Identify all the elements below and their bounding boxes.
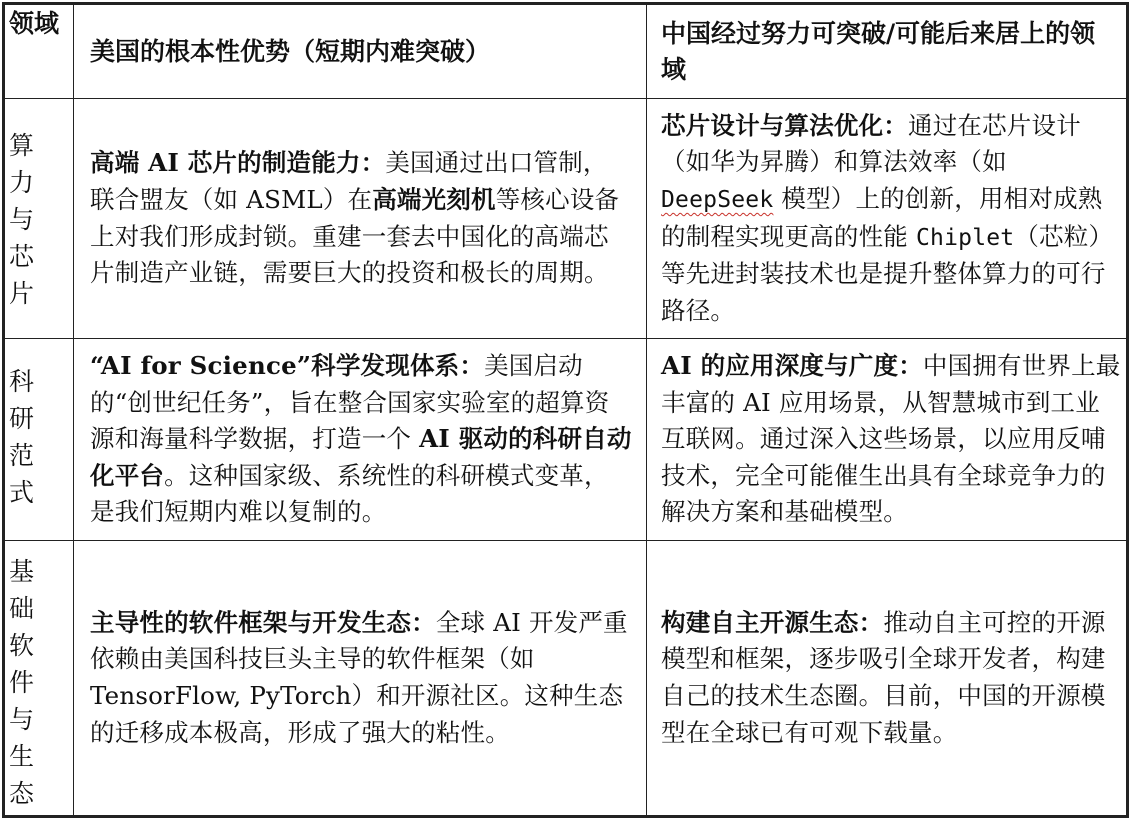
us-cell-chip <box>74 99 647 339</box>
table-row <box>4 99 1128 339</box>
cn-cell-software <box>647 541 1128 817</box>
us-lead-research: “AI for Science”科学发现体系： <box>90 351 485 381</box>
domain-cell-research <box>4 339 74 541</box>
table-header-row <box>4 4 1128 99</box>
cn-lead-software: 构建自主开源生态： <box>661 607 884 637</box>
cn-text-software-1: 推动自主可控的开源模型和框架，逐步吸引全球开发者，构建自己的技术生态圈。目前，中国的开源模型在全球已有可观下载量。 <box>661 607 1106 747</box>
domain-char: 芯 <box>9 242 35 271</box>
us-lead-software: 主导性的软件框架与开发生态： <box>90 607 436 637</box>
us-text-software-1: 全球 AI 开发严重依赖由美国科技巨头主导的软件框架（如 TensorFlow, PyTorch）和开源社区。这种生态的迁移成本极高，形成了强大的粘性。 <box>90 607 628 747</box>
cn-lead-chip: 芯片设计与算法优化： <box>661 110 908 140</box>
header-domain-label: 领域 <box>9 9 60 38</box>
domain-char: 件 <box>9 668 35 697</box>
domain-char: 算 <box>9 131 35 160</box>
us-cell-software <box>74 541 647 817</box>
domain-char: 态 <box>9 779 35 808</box>
domain-char: 式 <box>9 478 35 507</box>
domain-char: 研 <box>9 404 35 433</box>
cn-text-chip-2: 模型）上的创新，用相对成熟的制程实现更高的性能 <box>661 183 1103 251</box>
us-strong-research: AI 驱动的科研自动化平台 <box>90 424 632 490</box>
us-lead-chip: 高端 AI 芯片的制造能力： <box>90 148 386 178</box>
domain-char: 生 <box>9 742 35 771</box>
cn-text-research-1: 中国拥有世界上最丰富的 AI 应用场景，从智慧城市到工业互联网。通过深入这些场景，以应用反哺技术，完全可能催生出具有全球竞争力的解决方案和基础模型。 <box>661 351 1121 527</box>
domain-char: 础 <box>9 594 35 623</box>
us-text-research-2: 。这种国家级、系统性的科研模式变革，是我们短期内难以复制的。 <box>90 460 609 527</box>
domain-char: 科 <box>9 367 35 396</box>
domain-char: 软 <box>9 631 35 660</box>
header-domain <box>4 4 74 99</box>
domain-char: 片 <box>9 279 35 308</box>
cn-text-chip-3: （芯粒）等先进封装技术也是提升整体算力的可行路径。 <box>661 221 1114 325</box>
comparison-table <box>2 2 1129 818</box>
domain-char: 力 <box>9 168 35 197</box>
cn-term-chiplet: Chiplet <box>916 224 1015 251</box>
domain-char: 基 <box>9 557 35 586</box>
cn-cell-research <box>647 339 1128 541</box>
us-text-chip-2: 等核心设备上对我们形成封锁。重建一套去中国化的高端芯片制造产业链，需要巨大的投资和极长的周期。 <box>90 184 620 288</box>
cn-text-chip-1: 通过在芯片设计（如华为昇腾）和算法效率（如 <box>661 110 1081 177</box>
us-strong-chip: 高端光刻机 <box>372 184 496 214</box>
domain-cell-chip <box>4 99 74 339</box>
header-cn-breakthrough: 中国经过努力可突破/可能后来居上的领域 <box>647 4 1128 99</box>
domain-char: 范 <box>9 441 35 470</box>
table-row <box>4 339 1128 541</box>
us-text-research-1: 美国启动的“创世纪任务”，旨在整合国家实验室的超算资源和海量科学数据，打造一个 <box>90 351 610 454</box>
header-us-advantage: 美国的根本性优势（短期内难突破） <box>74 4 647 99</box>
table-row <box>4 541 1128 817</box>
cn-lead-research: AI 的应用深度与广度： <box>661 351 923 381</box>
domain-cell-software <box>4 541 74 817</box>
domain-char: 与 <box>9 205 35 234</box>
us-text-chip-1: 美国通过出口管制，联合盟友（如 ASML）在 <box>90 148 608 214</box>
us-cell-research <box>74 339 647 541</box>
cn-cell-chip <box>647 99 1128 339</box>
domain-char: 与 <box>9 705 35 734</box>
cn-term-deepseek: DeepSeek <box>661 186 774 213</box>
